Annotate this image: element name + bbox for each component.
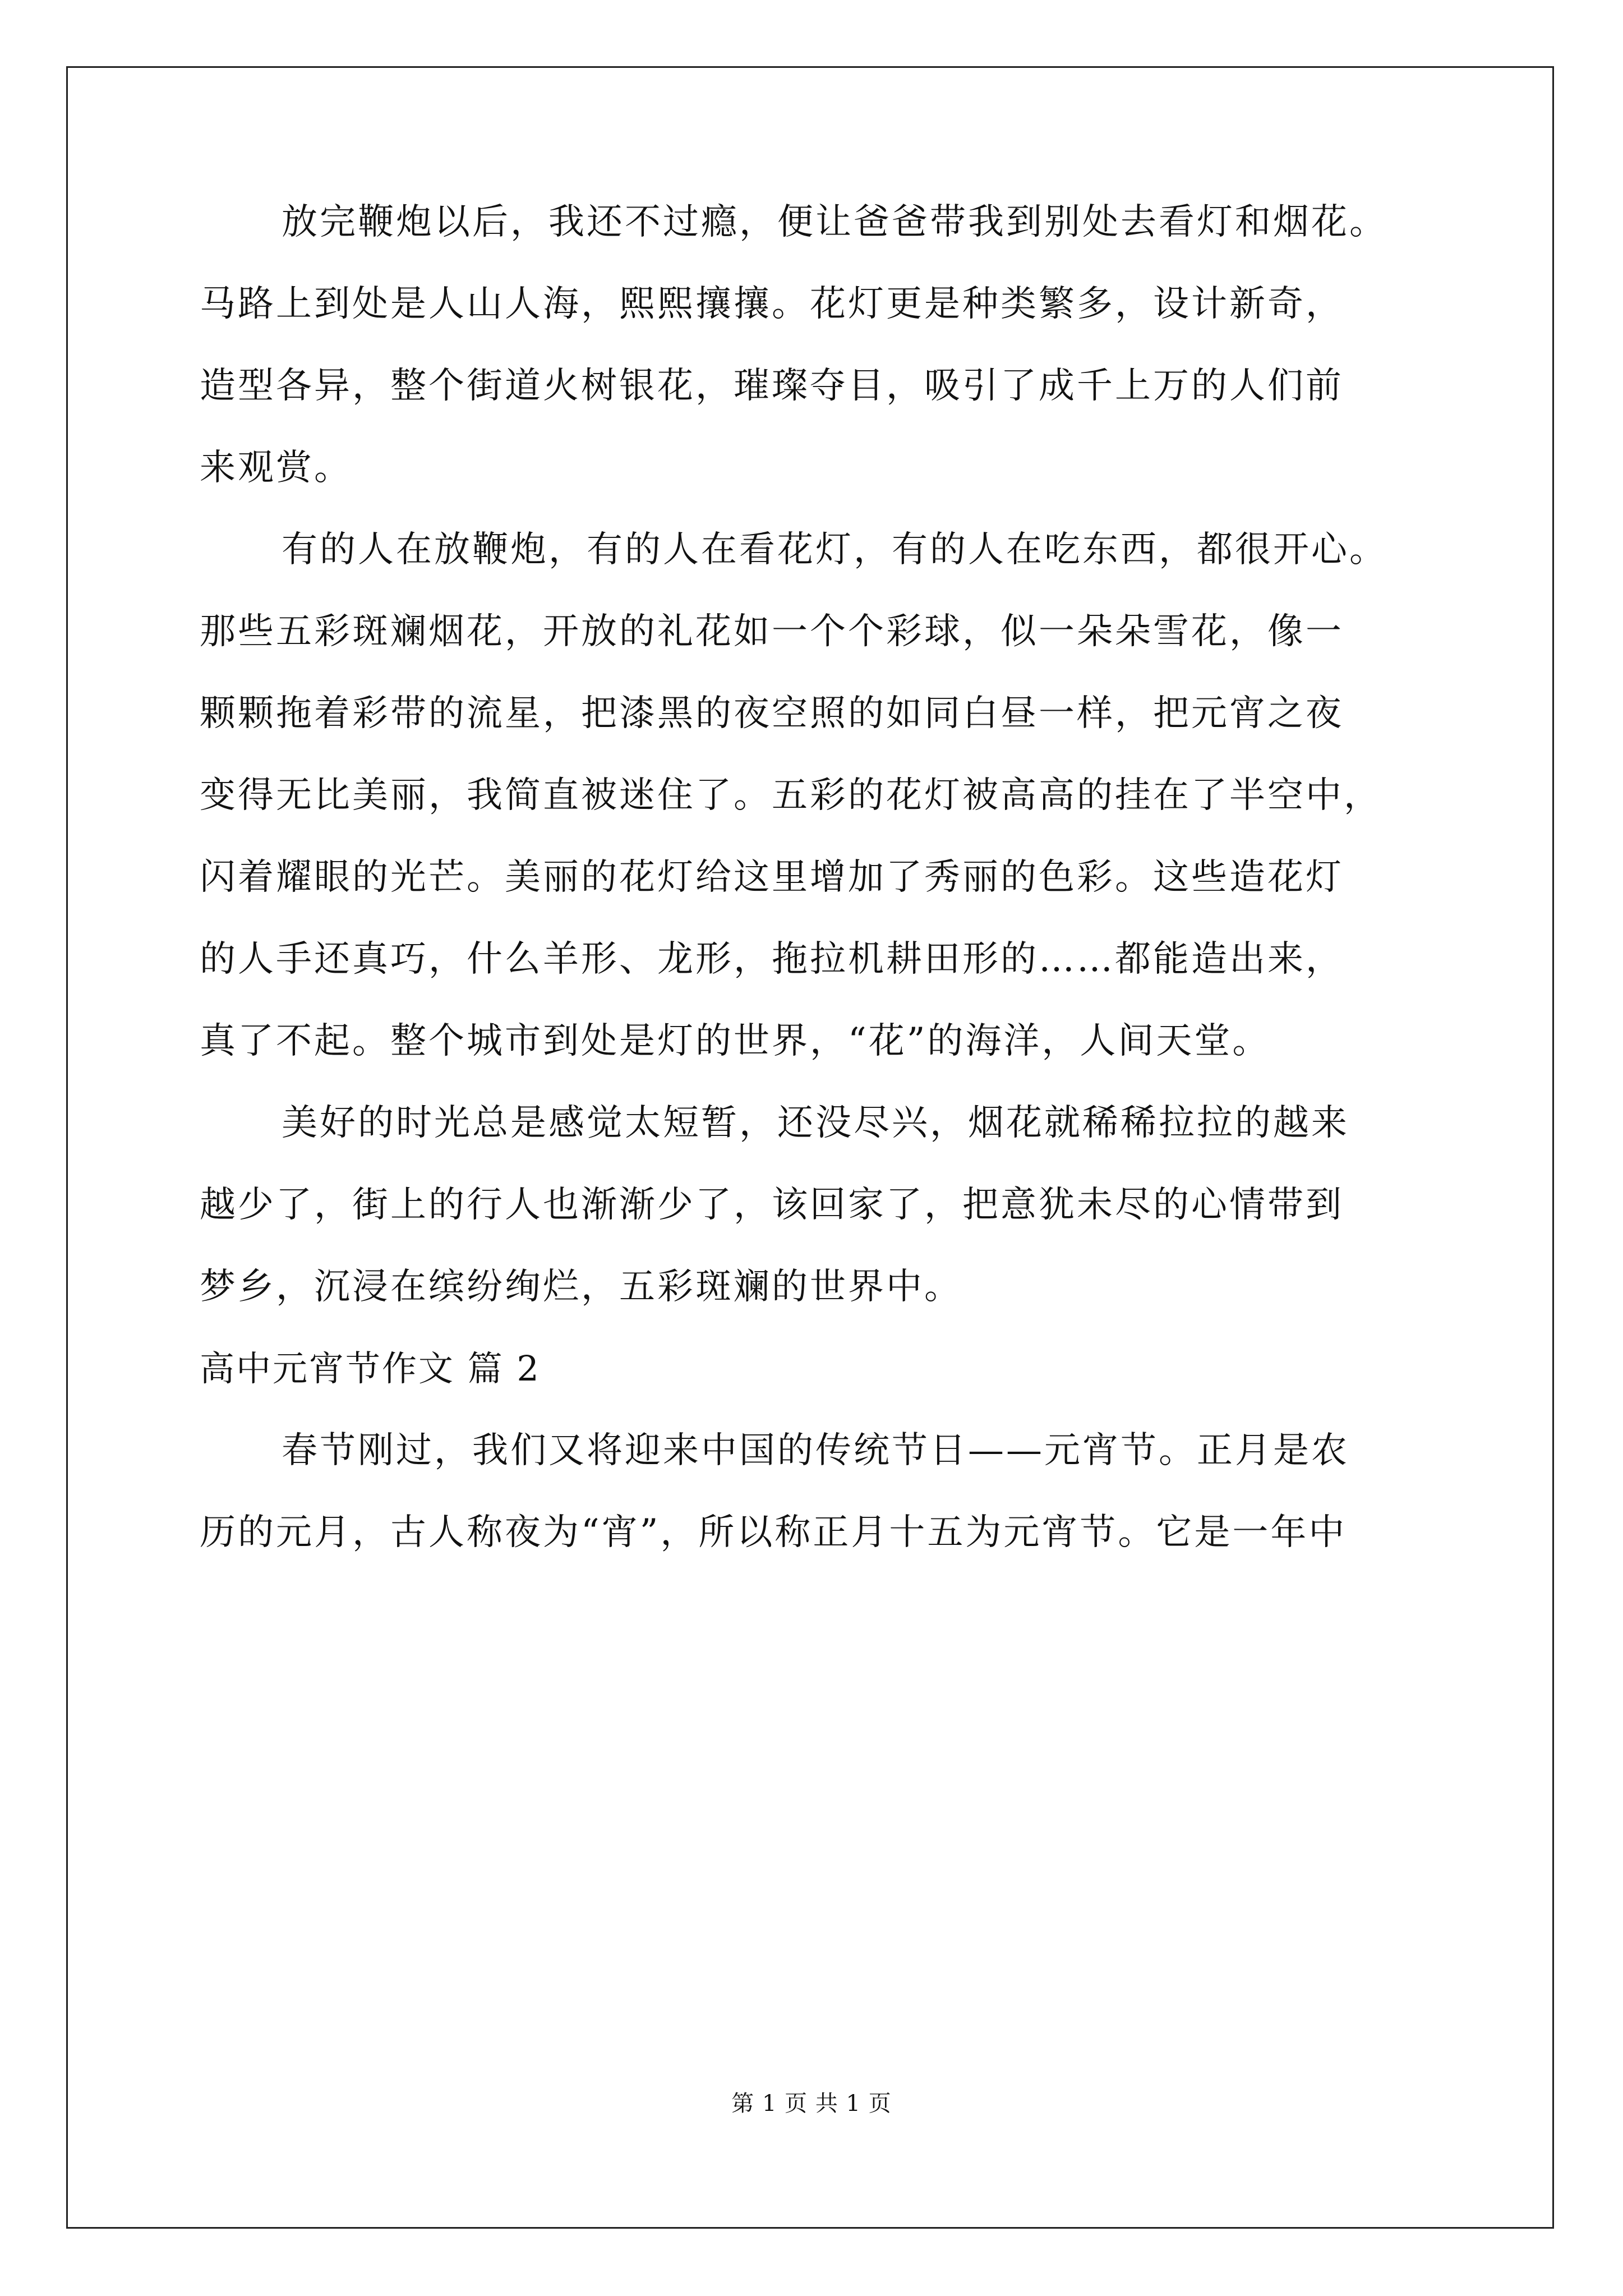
page-footer: 第 1 页 共 1 页 bbox=[731, 2091, 892, 2116]
paragraph-2-line-2: 那些五彩斑斓烟花，开放的礼花如一个个彩球，似一朵朵雪花，像一 bbox=[200, 611, 1344, 652]
paragraph-3-line-3: 梦乡，沉浸在缤纷绚烂，五彩斑斓的世界中。 bbox=[200, 1266, 962, 1308]
paragraph-4-line-1: 春节刚过，我们又将迎来中国的传统节日——元宵节。正月是农 bbox=[282, 1430, 1349, 1471]
paragraph-1-line-1: 放完鞭炮以后，我还不过瘾，便让爸爸带我到别处去看灯和烟花。 bbox=[282, 201, 1387, 243]
paragraph-2-line-6: 的人手还真巧，什么羊形、龙形，拖拉机耕田形的……都能造出来， bbox=[200, 938, 1344, 980]
paragraph-3-line-2: 越少了，街上的行人也渐渐少了，该回家了，把意犹未尽的心情带到 bbox=[200, 1184, 1344, 1226]
paragraph-1-line-2: 马路上到处是人山人海，熙熙攘攘。花灯更是种类繁多，设计新奇， bbox=[200, 283, 1344, 325]
paragraph-4-line-2: 历的元月，古人称夜为“宵”，所以称正月十五为元宵节。它是一年中 bbox=[200, 1512, 1347, 1553]
paragraph-2-line-7: 真了不起。整个城市到处是灯的世界，“花”的海洋，人间天堂。 bbox=[200, 1020, 1271, 1062]
paragraph-2-line-3: 颗颗拖着彩带的流星，把漆黑的夜空照的如同白昼一样，把元宵之夜 bbox=[200, 693, 1344, 734]
paragraph-2-line-4: 变得无比美丽，我简直被迷住了。五彩的花灯被高高的挂在了半空中， bbox=[200, 775, 1382, 816]
paragraph-2-line-1: 有的人在放鞭炮，有的人在看花灯，有的人在吃东西，都很开心。 bbox=[282, 529, 1387, 570]
paragraph-1-line-3: 造型各异，整个街道火树银花，璀璨夺目，吸引了成千上万的人们前 bbox=[200, 365, 1344, 407]
paragraph-1-line-4: 来观赏。 bbox=[200, 447, 352, 489]
paragraph-3-line-1: 美好的时光总是感觉太短暂，还没尽兴，烟花就稀稀拉拉的越来 bbox=[282, 1102, 1349, 1144]
paragraph-2-line-5: 闪着耀眼的光芒。美丽的花灯给这里增加了秀丽的色彩。这些造花灯 bbox=[200, 857, 1344, 898]
section-heading: 高中元宵节作文 篇 2 bbox=[200, 1348, 541, 1389]
